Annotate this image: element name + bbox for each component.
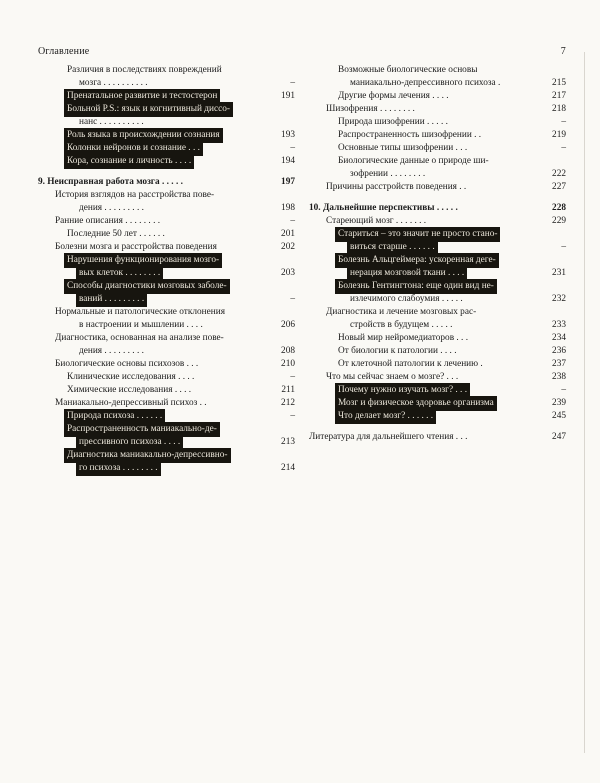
toc-entry-text: История взглядов на расстройства пове-	[55, 190, 215, 200]
toc-entry-page: 231	[552, 268, 566, 278]
toc-entry-text: Литература для дальнейшего чтения . . .	[309, 432, 468, 442]
toc-entry-text: ваний . . . . . . . . .	[76, 292, 147, 307]
toc-entry-text: Распространенность маниакально-де-	[64, 422, 220, 437]
toc-entry	[38, 319, 295, 332]
toc-entry-text: излечимого слабоумия . . . . .	[350, 294, 463, 304]
toc-entry-text: стройств в будущем . . . . .	[350, 320, 453, 330]
toc-entry	[309, 306, 566, 319]
toc-entry-text: Другие формы лечения . . . .	[338, 91, 449, 101]
toc-entry	[38, 103, 295, 116]
toc-entry	[309, 64, 566, 77]
toc-entry-text: Мозг и физическое здоровье организма	[335, 396, 497, 411]
toc-entry-text: виться старше . . . . . .	[347, 240, 438, 255]
toc-entry-page: 213	[281, 437, 295, 447]
toc-entry-text: Болезни мозга и расстройства поведения	[55, 242, 217, 252]
toc-entry	[38, 228, 295, 241]
toc-entry-page: 222	[552, 169, 566, 179]
toc-entry-page: 229	[552, 216, 566, 226]
toc-column-left	[38, 64, 295, 475]
toc-entry-text: Колонки нейронов и сознание . . .	[64, 141, 203, 156]
toc-entry-text: 10. Дальнейшие перспективы . . . . .	[309, 203, 458, 213]
toc-entry-text: Нарушения функционирования мозго-	[64, 253, 222, 268]
toc-entry-page: 228	[552, 203, 566, 213]
toc-entry-text: Кора, сознание и личность . . . .	[64, 154, 194, 169]
toc-entry	[38, 384, 295, 397]
toc-entry-page: –	[290, 294, 295, 304]
toc-entry	[309, 431, 566, 444]
toc-entry-text: прессивного психоза . . . .	[76, 435, 183, 450]
toc-entry-text: нерация мозговой ткани . . . .	[347, 266, 467, 281]
toc-entry-text: Больной P.S.: язык и когнитивный диссо-	[64, 102, 233, 117]
toc-entry-text: дения . . . . . . . . .	[79, 346, 144, 356]
toc-entry-text: Природа шизофрении . . . . .	[338, 117, 448, 127]
toc-entry-page: 210	[281, 359, 295, 369]
toc-entry-page: –	[561, 385, 566, 395]
toc-entry	[309, 293, 566, 306]
toc-entry-text: Возможные биологические основы	[338, 65, 478, 75]
toc-entry-text: От биологии к патологии . . . .	[338, 346, 457, 356]
toc-entry	[38, 306, 295, 319]
toc-entry-text: Шизофрения . . . . . . . .	[326, 104, 415, 114]
toc-entry	[38, 155, 295, 168]
toc-entry-page: 212	[281, 398, 295, 408]
toc-entry-page: 201	[281, 229, 295, 239]
toc-entry-text: нанс . . . . . . . . . .	[79, 117, 144, 127]
toc-entry-page: –	[290, 216, 295, 226]
toc-entry	[38, 64, 295, 77]
toc-entry	[309, 129, 566, 142]
toc-entry-text: мозга . . . . . . . . . .	[79, 78, 148, 88]
toc-entry-page: 211	[281, 385, 295, 395]
toc-entry	[309, 77, 566, 90]
toc-entry	[38, 189, 295, 202]
toc-entry-page: 197	[281, 177, 295, 187]
toc-entry-page: 227	[552, 182, 566, 192]
toc-entry	[38, 345, 295, 358]
toc-entry-text: Стареющий мозг . . . . . . .	[326, 216, 427, 226]
toc-entry-page: 218	[552, 104, 566, 114]
toc-entry-text: Основные типы шизофрении . . .	[338, 143, 468, 153]
toc-entry-page: 247	[552, 432, 566, 442]
toc-entry-text: маниакально-депрессивного психоза .	[350, 78, 501, 88]
toc-entry-page: –	[561, 143, 566, 153]
toc-entry-text: Природа психоза . . . . . .	[64, 409, 165, 424]
toc-entry	[38, 332, 295, 345]
toc-entry-text: Стариться – это значит не просто стано-	[335, 227, 500, 242]
toc-entry	[38, 176, 295, 189]
toc-entry-text: Ранние описания . . . . . . . .	[55, 216, 161, 226]
toc-entry-text: Болезнь Альцгеймера: ускоренная деге-	[335, 253, 499, 268]
toc-entry-text: Что мы сейчас знаем о мозге? . . .	[326, 372, 459, 382]
toc-entry	[309, 90, 566, 103]
toc-entry-page: –	[290, 411, 295, 421]
toc-entry-text: Способы диагностики мозговых заболе-	[64, 279, 230, 294]
toc-entry	[309, 103, 566, 116]
toc-entry-page: 217	[552, 91, 566, 101]
toc-entry-text: Причины расстройств поведения . .	[326, 182, 467, 192]
toc-entry-text: Диагностика, основанная на анализе пове-	[55, 333, 224, 343]
toc-column-right	[309, 64, 566, 475]
toc-entry-text: Нормальные и патологические отклонения	[55, 307, 225, 317]
toc-entry-text: Болезнь Гентингтона: еще один вид не-	[335, 279, 497, 294]
toc-entry	[309, 155, 566, 168]
toc-entry-text: Маниакально-депрессивный психоз . .	[55, 398, 207, 408]
toc-entry-text: зофрении . . . . . . . .	[350, 169, 426, 179]
toc-entry-page: 193	[281, 130, 295, 140]
toc-entry-page: 232	[552, 294, 566, 304]
toc-entry	[309, 116, 566, 129]
toc-entry-text: Что делает мозг? . . . . . .	[335, 409, 436, 424]
toc-entry-page: 219	[552, 130, 566, 140]
toc-entry	[309, 345, 566, 358]
toc-entry	[38, 358, 295, 371]
toc-entry	[309, 142, 566, 155]
toc-entry-page: 236	[552, 346, 566, 356]
toc-entry	[38, 462, 295, 475]
toc-entry-page: 234	[552, 333, 566, 343]
toc-entry-page: –	[561, 117, 566, 127]
toc-entry-page: –	[290, 143, 295, 153]
toc-entry-text: Биологические данные о природе ши-	[338, 156, 489, 166]
toc-entry	[309, 332, 566, 345]
toc-entry	[38, 202, 295, 215]
toc-entry	[38, 371, 295, 384]
toc-entry-text: Диагностика и лечение мозговых рас-	[326, 307, 477, 317]
toc-entry	[38, 293, 295, 306]
toc-entry-text: Химические исследования . . . .	[67, 385, 192, 395]
toc-entry-page: 238	[552, 372, 566, 382]
toc-entry	[309, 319, 566, 332]
toc-entry-page: 194	[281, 156, 295, 166]
toc-entry-text: дения . . . . . . . . .	[79, 203, 144, 213]
toc-entry	[309, 280, 566, 293]
toc-entry-text: Диагностика маниакально-депрессивно-	[64, 448, 231, 463]
toc-entry-page: 245	[552, 411, 566, 421]
toc-entry-text: Последние 50 лет . . . . . .	[67, 229, 165, 239]
toc-entry-text: Новый мир нейромедиаторов . . .	[338, 333, 469, 343]
toc-entry	[309, 410, 566, 423]
toc-entry-text: 9. Неисправная работа мозга . . . . .	[38, 177, 183, 187]
toc-entry-page: 237	[552, 359, 566, 369]
toc-heading: Оглавление	[38, 46, 90, 57]
toc-entry-text: Пренатальное развитие и тестостерон	[64, 89, 220, 104]
toc-entry-text: го психоза . . . . . . . .	[76, 461, 161, 476]
toc-columns	[38, 64, 566, 475]
toc-entry	[38, 215, 295, 228]
toc-entry-text: Почему нужно изучать мозг? . . .	[335, 383, 470, 398]
toc-entry-page: –	[290, 78, 295, 88]
toc-entry-page: 239	[552, 398, 566, 408]
toc-entry-page: 203	[281, 268, 295, 278]
toc-entry-text: Различия в последствиях повреждений	[67, 65, 222, 75]
toc-entry-text: вых клеток . . . . . . . .	[76, 266, 163, 281]
toc-entry	[309, 358, 566, 371]
toc-entry-page: 215	[552, 78, 566, 88]
toc-entry-page: 208	[281, 346, 295, 356]
scan-edge-artifact	[584, 52, 585, 753]
toc-entry-text: в настроении и мышлении . . . .	[79, 320, 203, 330]
page-header	[38, 46, 566, 57]
toc-entry-text: Биологические основы психозов . . .	[55, 359, 199, 369]
toc-entry	[309, 181, 566, 194]
toc-entry-page: –	[290, 372, 295, 382]
page-number: 7	[560, 46, 566, 57]
toc-entry-text: Клинические исследования . . . .	[67, 372, 195, 382]
toc-entry-page: 214	[281, 463, 295, 473]
toc-entry-page: 206	[281, 320, 295, 330]
toc-entry-page: 202	[281, 242, 295, 252]
toc-entry-text: От клеточной патологии к лечению .	[338, 359, 483, 369]
toc-entry-text: Распространенность шизофрении . .	[338, 130, 482, 140]
toc-entry-page: 198	[281, 203, 295, 213]
toc-entry-page: 233	[552, 320, 566, 330]
toc-entry	[309, 168, 566, 181]
toc-entry-text: Роль языка в происхождении сознания	[64, 128, 223, 143]
toc-entry-page: 191	[281, 91, 295, 101]
toc-entry	[309, 202, 566, 215]
toc-entry-page: –	[561, 242, 566, 252]
